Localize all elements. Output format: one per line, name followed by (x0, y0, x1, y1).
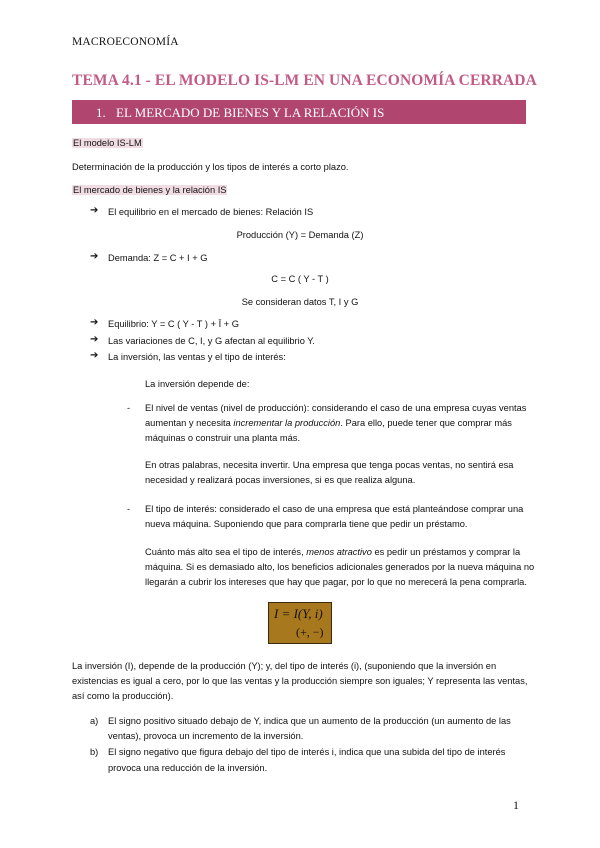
list-a-line2: ventas), provoca un incremento de la inversión. (108, 731, 304, 741)
dash-bullet: - (127, 504, 131, 514)
arrow-bullet-icon: ➔ (90, 205, 99, 216)
list-b-line1: El signo negativo que figura debajo del tipo de interés i, indica que una subida del tipo de interés (108, 747, 506, 757)
equation-produccion: Producción (Y) = Demanda (Z) (236, 230, 364, 240)
formula-line2: (+, −) (296, 625, 324, 639)
investment-formula-image (268, 602, 332, 644)
list-b-line2: provoca una reducción de la inversión. (108, 763, 268, 773)
dash2-para-line2: máquina. Si es demasiado alto, los beneficios adicionales generados por la nueva máquina no (145, 562, 535, 572)
arrow-bullet-icon: ➔ (90, 350, 99, 361)
dash1-line2: aumentan y necesita incrementar la producción. Para ello, puede tener que comprar más (145, 418, 512, 428)
dash2-line2: nueva máquina. Suponiendo que para comprarla tiene que pedir un préstamo. (145, 519, 468, 529)
list-a-line1: El signo positivo situado debajo de Y, indica que un aumento de la producción (un aumento de las (108, 716, 511, 726)
bullet-variaciones: Las variaciones de C, I, y G afectan al equilibrio Y. (108, 336, 315, 346)
dash2-para-line3: llegarán a cubrir los intereses que hay que pagar, por lo que no merecerá la pena comprarla. (145, 577, 527, 587)
list-label-a: a) (90, 716, 99, 726)
dash1-line1: El nivel de ventas (nivel de producción): considerando el caso de una empresa cuyas ventas (145, 403, 527, 413)
running-header: MACROECONOMÍA (72, 36, 179, 48)
section-title: EL MERCADO DE BIENES Y LA RELACIÓN IS (116, 105, 385, 120)
subheading-modelo: El modelo IS-LM (73, 138, 142, 148)
arrow-bullet-icon: ➔ (90, 334, 99, 345)
dash-bullet: - (127, 403, 131, 413)
paragraph-determinacion: Determinación de la producción y los tipos de interés a corto plazo. (72, 162, 349, 172)
paragraph-inversion-line2: existencias es igual a cero, por lo que las ventas y la producción siempre son iguales; Y representa las ventas, (72, 676, 528, 686)
bullet-equilibrio: Equilibrio: Y = C ( Y - T ) + Ī + G (108, 319, 239, 329)
list-label-b: b) (90, 747, 99, 757)
inversion-depende: La inversión depende de: (145, 379, 250, 389)
dash2-line1: El tipo de interés: considerado el caso de una empresa que está planteándose comprar una (145, 504, 524, 514)
dash1-line3: máquinas o construir una planta más. (145, 433, 301, 443)
paragraph-inversion-line3: así como la producción). (72, 691, 174, 701)
paragraph-inversion-line1: La inversión (I), depende de la producción (Y); y, del tipo de interés (i), (suponiendo que la inversión en (72, 661, 497, 671)
arrow-bullet-icon: ➔ (90, 251, 99, 262)
section-heading-bar (72, 100, 526, 124)
equation-consumo: C = C ( Y - T ) (271, 274, 329, 284)
document-title: TEMA 4.1 - EL MODELO IS-LM EN UNA ECONOMÍA CERRADA (72, 72, 537, 89)
subheading-mercado: El mercado de bienes y la relación IS (73, 185, 227, 195)
formula-line1: I = I(Y, i) (274, 606, 323, 621)
dash1-para-line2: necesidad y realizará pocas inversiones, si es que realiza alguna. (145, 475, 416, 485)
arrow-bullet-icon: ➔ (90, 317, 99, 328)
dash2-para-line1: Cuánto más alto sea el tipo de interés, menos atractivo es pedir un préstamos y comprar la (145, 547, 521, 557)
equation-datos: Se consideran datos T, I y G (241, 297, 359, 307)
bullet-demanda: Demanda: Z = C + I + G (108, 253, 208, 263)
page-number: 1 (513, 798, 519, 812)
bullet-equilibrio-is: El equilibrio en el mercado de bienes: Relación IS (108, 207, 314, 217)
dash1-para-line1: En otras palabras, necesita invertir. Una empresa que tenga pocas ventas, no sentirá esa (145, 460, 514, 470)
section-number: 1. (96, 105, 106, 120)
bullet-inversion: La inversión, las ventas y el tipo de interés: (108, 352, 286, 362)
